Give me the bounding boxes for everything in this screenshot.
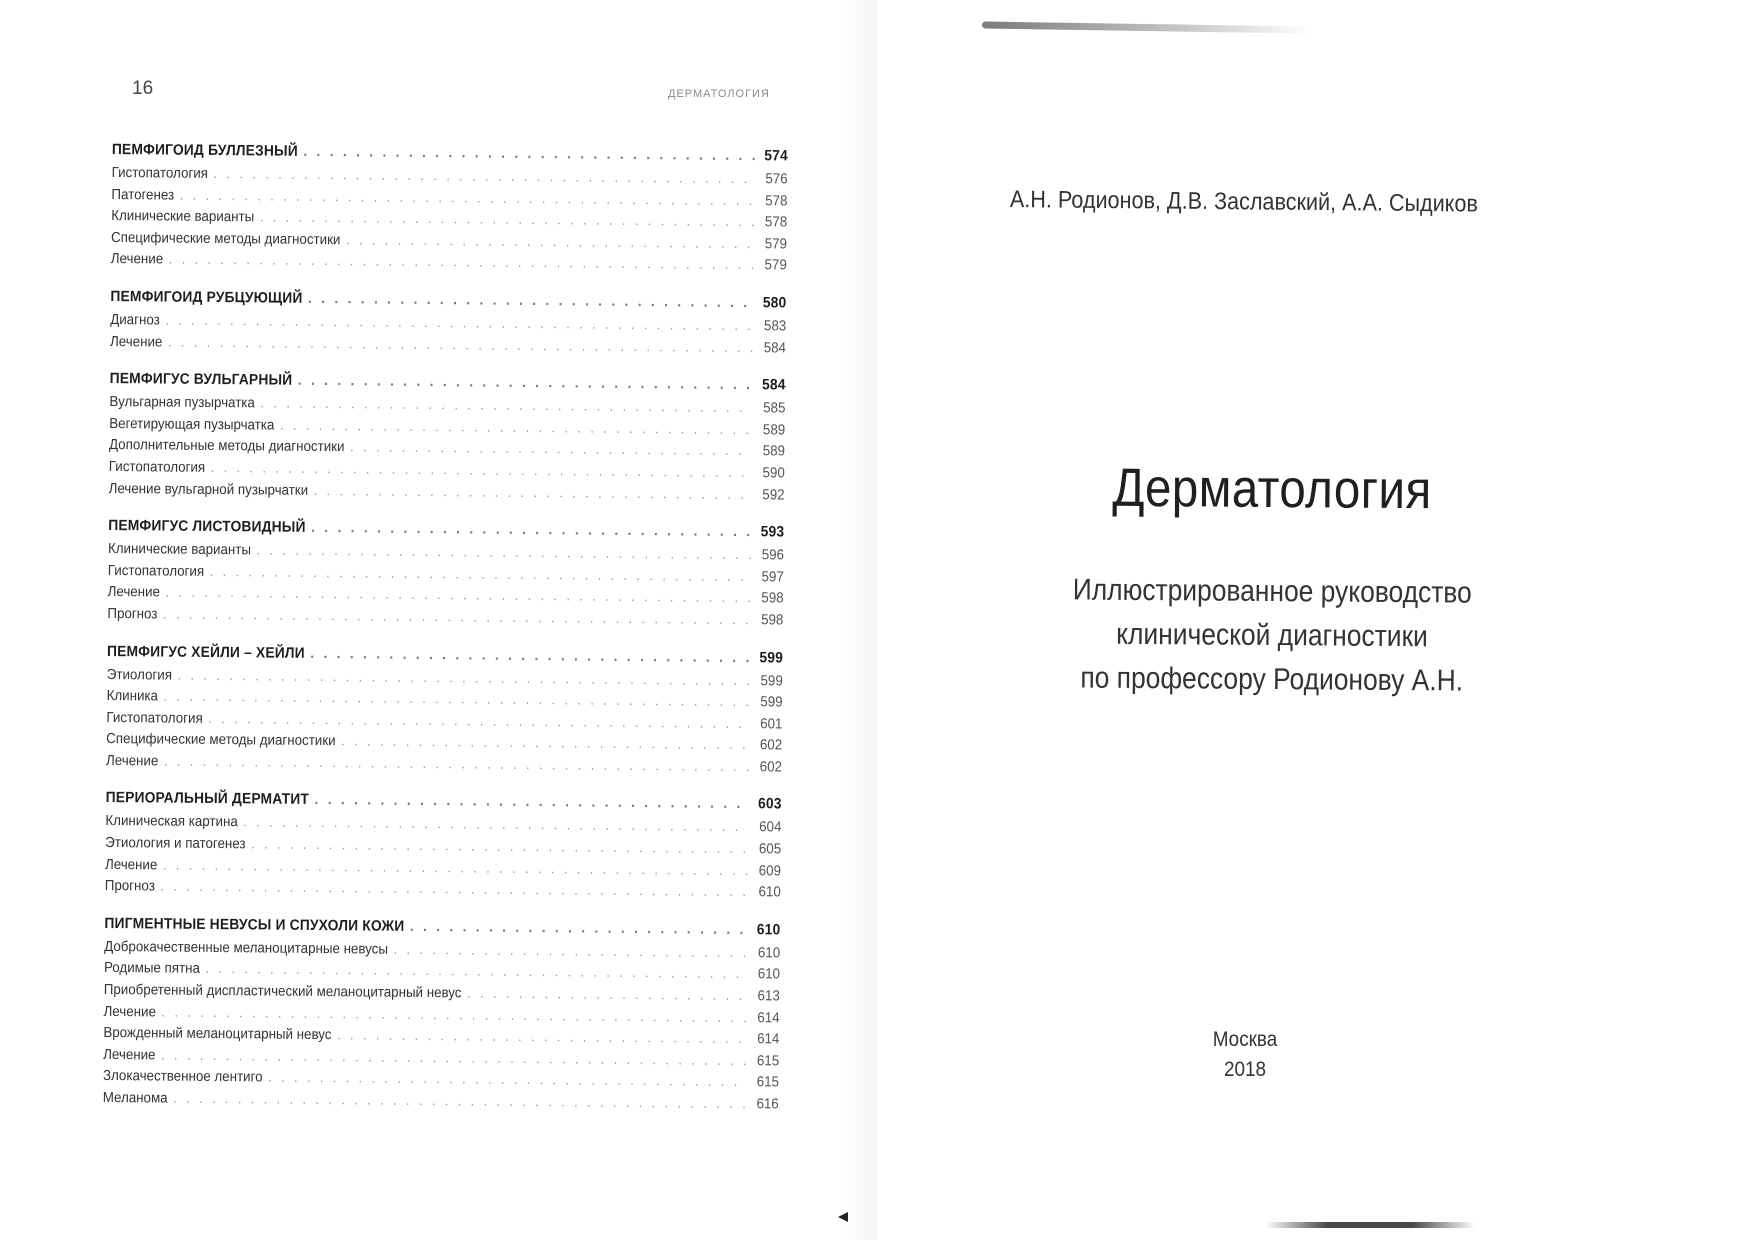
toc-leader	[160, 877, 747, 904]
toc-section	[111, 136, 788, 277]
toc-entry-title: Дополнительные методы диагностики	[108, 437, 345, 456]
toc-entry-title: Прогноз	[104, 878, 155, 895]
toc-heading-title: ПЕРИОРАЛЬНЫЙ ДЕРМАТИТ	[105, 789, 310, 809]
toc-entry-page: 604	[759, 819, 782, 836]
toc-leader	[303, 138, 755, 169]
page-number: 16	[132, 78, 154, 99]
toc-entry-page: 605	[758, 841, 782, 858]
toc-entry-title: Лечение	[110, 251, 164, 268]
toc-heading-page: 574	[764, 147, 788, 165]
toc-entry-title: Гистопатология	[111, 164, 209, 182]
right-page	[877, 0, 1754, 1240]
toc-entry-title: Клинические варианты	[111, 208, 255, 226]
toc-heading-page: 593	[760, 523, 785, 541]
book-subtitle	[924, 567, 1620, 705]
toc-entry-page: 601	[760, 715, 783, 733]
toc-entry-page: 614	[757, 1031, 780, 1048]
toc-entry-page: 584	[763, 339, 787, 357]
toc-leader	[314, 786, 748, 817]
toc-entry-title: Патогенез	[111, 186, 175, 204]
toc-entry-page: 585	[763, 400, 786, 417]
toc-entry-page: 579	[764, 236, 788, 253]
toc-section	[107, 512, 784, 632]
toc-entry-title: Специфические методы диагностики	[110, 229, 341, 248]
publication-year: 2018	[1223, 1058, 1267, 1081]
toc-section	[110, 283, 787, 360]
toc-heading-title: ПЕМФИГУС ХЕЙЛИ – ХЕЙЛИ	[106, 642, 305, 662]
toc-leader	[168, 332, 753, 359]
toc-entry-title: Диагноз	[110, 311, 160, 329]
toc-entry-title: Клинические варианты	[107, 541, 252, 559]
toc-leader	[169, 250, 754, 277]
toc-entry-page: 599	[760, 694, 783, 711]
toc-entry-page: 599	[760, 672, 783, 689]
toc-entry-title: Лечение	[104, 856, 158, 874]
toc-entry-page: 610	[757, 966, 781, 983]
toc-entry-page: 592	[762, 486, 785, 504]
running-head: ДЕРМАТОЛОГИЯ	[668, 88, 770, 100]
toc-entry-title: Лечение вульгарной пузырчатки	[108, 480, 309, 499]
toc-entry-title: Вульгарная пузырчатка	[109, 394, 255, 412]
toc-entry-page: 583	[763, 318, 787, 335]
toc-entry-title: Родимые пятна	[103, 960, 200, 978]
toc-heading-page: 603	[757, 795, 782, 813]
toc-entry-title: Врожденный меланоцитарный невус	[103, 1025, 332, 1044]
toc-entry-page: 598	[761, 590, 784, 607]
toc-entry-title: Гистопатология	[106, 709, 203, 727]
toc-heading-page: 580	[762, 294, 787, 312]
toc-heading-title: ПИГМЕНТНЫЕ НЕВУСЫ И СПУХОЛИ КОЖИ	[104, 914, 405, 935]
toc-leader	[164, 751, 749, 778]
toc-leader	[173, 1089, 746, 1116]
toc-leader	[310, 639, 750, 670]
subtitle-line: клинической диагностики	[1116, 617, 1428, 654]
subtitle-line: по профессору Родионову А.Н.	[1080, 661, 1464, 698]
toc-entry-title: Меланома	[102, 1089, 168, 1107]
toc-heading-page: 599	[759, 648, 784, 666]
publication-city: Москва	[1212, 1028, 1278, 1051]
toc-entry-title: Гистопатология	[108, 458, 206, 476]
toc-entry-page: 579	[764, 257, 787, 274]
toc-entry-title: Этиология	[106, 666, 173, 684]
book-title: Дерматология	[1112, 457, 1432, 521]
toc-entry-page: 597	[761, 568, 784, 586]
toc-entry-page: 615	[756, 1053, 780, 1070]
toc-entry-page: 596	[761, 547, 785, 564]
toc-section	[106, 637, 783, 778]
toc-entry-title: Лечение	[105, 752, 159, 770]
toc-heading-page: 610	[756, 921, 781, 939]
toc-leader	[314, 480, 752, 506]
scan-smudge-top	[982, 21, 1312, 33]
subtitle-line: Иллюстрированное руководство	[1072, 573, 1472, 610]
toc-entry-page: 602	[759, 737, 783, 754]
toc-entry-page: 614	[757, 1009, 780, 1027]
toc-entry-page: 613	[757, 988, 780, 1005]
authors: А.Н. Родионов, Д.В. Заславский, А.А. Сыдиков	[1009, 186, 1479, 218]
toc-entry-page: 589	[762, 443, 786, 460]
toc-entry-title: Клиника	[106, 688, 159, 705]
toc-entry-page: 610	[757, 945, 781, 962]
toc-entry-page: 602	[759, 759, 783, 776]
toc-entry-page: 578	[764, 214, 788, 231]
toc-entry-page: 578	[765, 192, 788, 210]
toc-entry-title: Этиология и патогенез	[105, 835, 246, 853]
toc-heading-page: 584	[761, 376, 786, 394]
toc-entry-title: Злокачественное лентиго	[102, 1068, 263, 1086]
toc-section	[105, 784, 782, 904]
toc-entry-title: Лечение	[103, 1003, 157, 1021]
toc-leader	[308, 285, 754, 316]
toc-entry-title: Клиническая картина	[105, 813, 238, 831]
toc-entry-title: Приобретенный диспластический меланоцитарный невус	[103, 981, 462, 1002]
toc-entry-title: Гистопатология	[107, 562, 205, 580]
toc-leader	[410, 913, 748, 943]
toc-entry-page: 610	[758, 884, 781, 901]
toc-leader	[311, 514, 751, 545]
toc-entry-page: 615	[756, 1074, 780, 1091]
toc-entry-title: Лечение	[103, 1046, 156, 1064]
toc-heading-title: ПЕМФИГУС ВУЛЬГАРНЫЙ	[109, 370, 293, 389]
toc-entry-page: 616	[756, 1096, 779, 1113]
toc-entry-title: Доброкачественные меланоцитарные невусы	[104, 938, 389, 958]
toc-heading-title: ПЕМФИГОИД БУЛЛЕЗНЫЙ	[111, 140, 298, 160]
toc-heading-title: ПЕМФИГУС ЛИСТОВИДНЫЙ	[108, 517, 306, 537]
toc-entry-page: 598	[761, 612, 784, 629]
toc-leader	[467, 983, 747, 1007]
toc-entry-title: Лечение	[107, 584, 161, 601]
toc-entry-page: 590	[762, 465, 785, 482]
toc-entry-title: Специфические методы диагностики	[106, 731, 336, 750]
toc-heading-title: ПЕМФИГОИД РУБЦУЮЩИЙ	[110, 287, 303, 307]
scan-smudge-bottom	[1265, 1222, 1475, 1228]
toc-entry-title: Вегетирующая пузырчатка	[109, 415, 275, 434]
toc-section	[103, 910, 781, 1116]
toc-entry-page: 589	[762, 422, 786, 439]
toc-entry-title: Прогноз	[107, 605, 158, 623]
toc-leader	[163, 604, 750, 631]
toc-entry-page: 576	[765, 171, 788, 188]
toc-entry-title: Лечение	[109, 333, 163, 351]
table-of-contents	[103, 136, 788, 1128]
toc-entry-page: 609	[758, 862, 782, 880]
gutter-mark-icon	[838, 1212, 848, 1222]
toc-section	[109, 365, 786, 506]
